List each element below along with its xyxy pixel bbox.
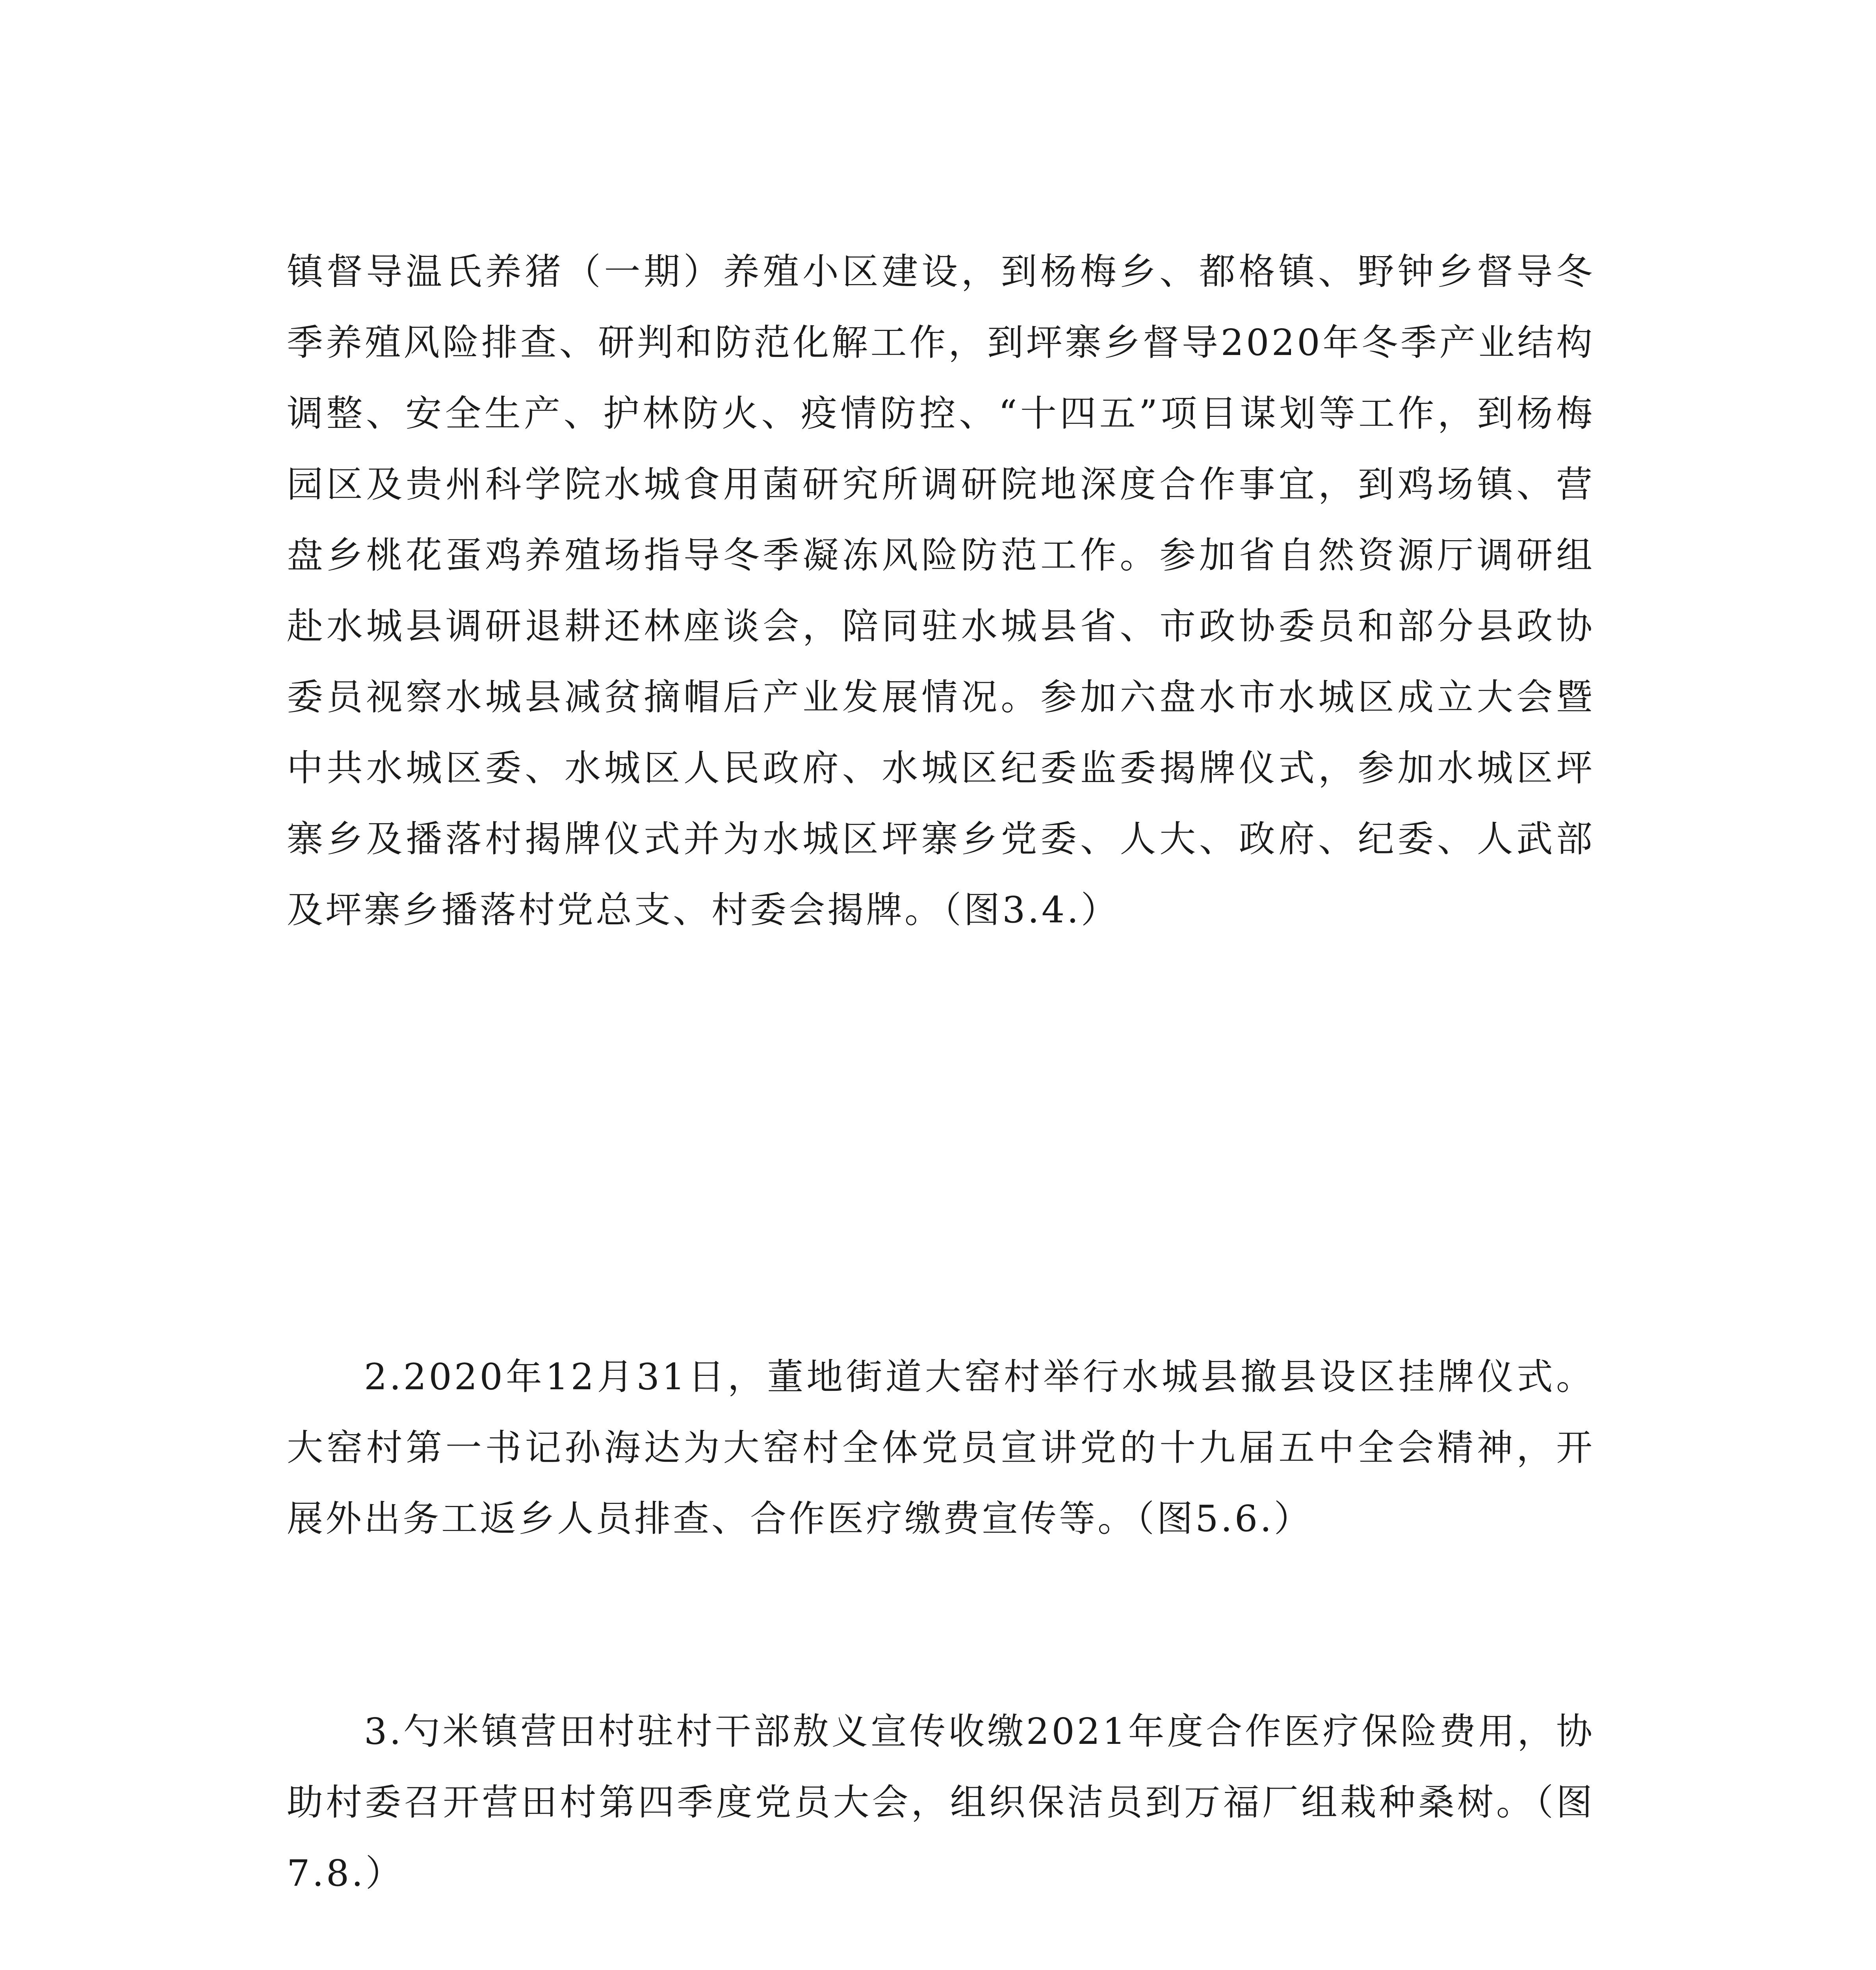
paragraph-text: 镇督导温氏养猪（一期）养殖小区建设，到杨梅乡、都格镇、野钟乡督导冬季养殖风险排查、研判和防范化解工作，到坪寨乡督导2020年冬季产业结构调整、安全生产、护林防火、疫情防控、“十四五”项目谋划等工作，到杨梅园区及贵州科学院水城食用菌研究所调研院地深度合作事宜，到鸡场镇、营盘乡桃花蛋鸡养殖场指导冬季凝冻风险防范工作。参加省自然资源厅调研组赴水城县调研退耕还林座谈会，陪同驻水城县省、市政协委员和部分县政协委员视察水城县减贫摘帽后产业发展情况。参加六盘水市水城区成立大会暨中共水城区委、水城区人民政府、水城区纪委监委揭牌仪式，参加水城区坪寨乡及播落村揭牌仪式并为水城区坪寨乡党委、人大、政府、纪委、人武部及坪寨乡播落村党总支、村委会揭牌。（图3.4.） [287, 251, 1595, 931]
paragraph-text: 2.2020年12月31日，董地街道大窑村举行水城县撤县设区挂牌仪式。大窑村第一书记孙海达为大窑村全体党员宣讲党的十九届五中全会精神，开展外出务工返乡人员排查、合作医疗缴费宣传等。（图5.6.） [287, 1356, 1595, 1540]
paragraph-item-3 [287, 1696, 1595, 1909]
paragraph-text: 3.勺米镇营田村驻村干部敖义宣传收缴2021年度合作医疗保险费用，协助村委召开营田村第四季度党员大会，组织保洁员到万福厂组栽种桑树。（图7.8.） [287, 1710, 1595, 1894]
paragraph-continuation [287, 236, 1595, 946]
paragraph-item-2 [287, 1342, 1595, 1554]
